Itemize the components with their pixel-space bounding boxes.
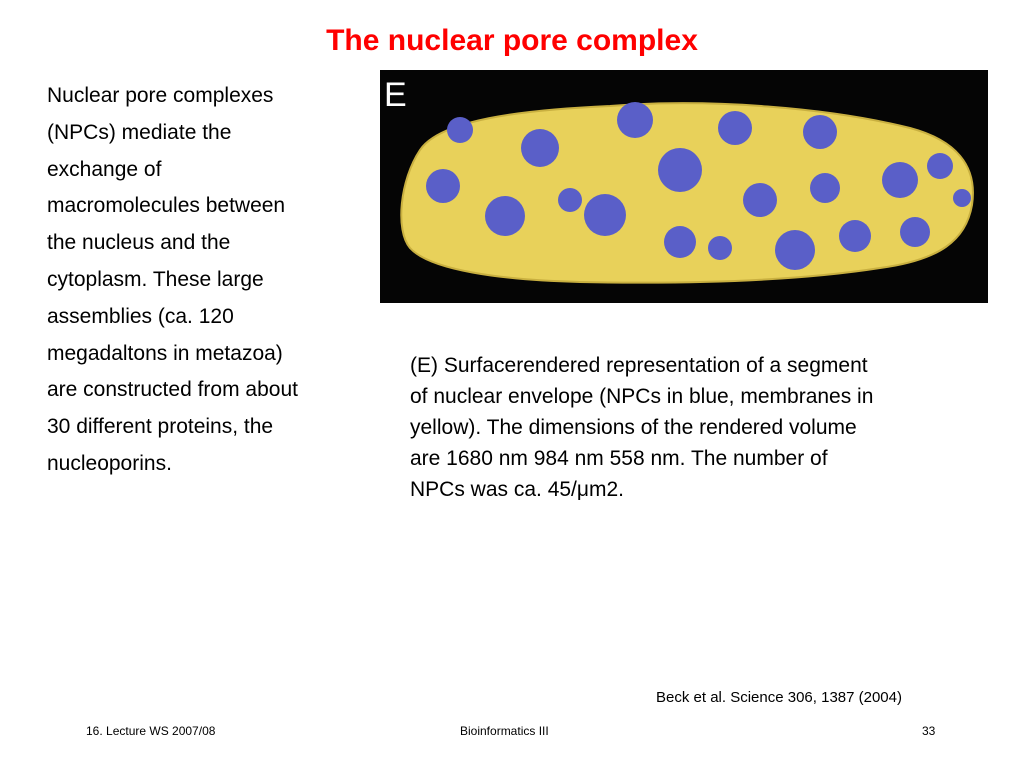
npc [718, 111, 752, 145]
body-line: 30 different proteins, the [47, 415, 274, 439]
npc [521, 129, 559, 167]
npc [426, 169, 460, 203]
npc [900, 217, 930, 247]
body-text [47, 78, 367, 483]
npc [775, 230, 815, 270]
npc [882, 162, 918, 198]
figure-caption [410, 350, 990, 505]
npc [803, 115, 837, 149]
body-line: exchange of [47, 157, 162, 181]
npc [839, 220, 871, 252]
footer-course: Bioinformatics III [460, 724, 549, 738]
figure-panel-label: E [384, 76, 407, 114]
slide-title: The nuclear pore complex [326, 24, 698, 57]
body-line: megadaltons in metazoa) [47, 341, 283, 365]
caption-line: yellow). The dimensions of the rendered volume [410, 416, 857, 439]
npc [664, 226, 696, 258]
caption-line: of nuclear envelope (NPCs in blue, membranes in [410, 385, 874, 408]
npc [810, 173, 840, 203]
footer-lecture: 16. Lecture WS 2007/08 [86, 724, 216, 738]
npc [658, 148, 702, 192]
npc [584, 194, 626, 236]
npc [558, 188, 582, 212]
nuclear-envelope-figure [380, 70, 988, 303]
npc [953, 189, 971, 207]
reference-citation: Beck et al. Science 306, 1387 (2004) [656, 689, 902, 706]
npc [743, 183, 777, 217]
body-line: macromolecules between [47, 194, 286, 218]
body-line: Nuclear pore complexes [47, 84, 274, 107]
caption-line: NPCs was ca. 45/μm2. [410, 478, 624, 501]
body-line: the nucleus and the [47, 231, 231, 255]
npc [617, 102, 653, 138]
caption-line: are 1680 nm 984 nm 558 nm. The number of [410, 447, 828, 470]
caption-line: (E) Surfacerendered representation of a segment [410, 354, 868, 377]
body-line: are constructed from about [47, 378, 298, 402]
body-line: cytoplasm. These large [47, 267, 264, 291]
npc [927, 153, 953, 179]
body-line: assemblies (ca. 120 [47, 304, 234, 328]
npc [708, 236, 732, 260]
npc [447, 117, 473, 143]
body-line: nucleoporins. [47, 451, 172, 475]
footer-page-number: 33 [922, 724, 936, 738]
npc [485, 196, 525, 236]
body-line: (NPCs) mediate the [47, 120, 232, 144]
